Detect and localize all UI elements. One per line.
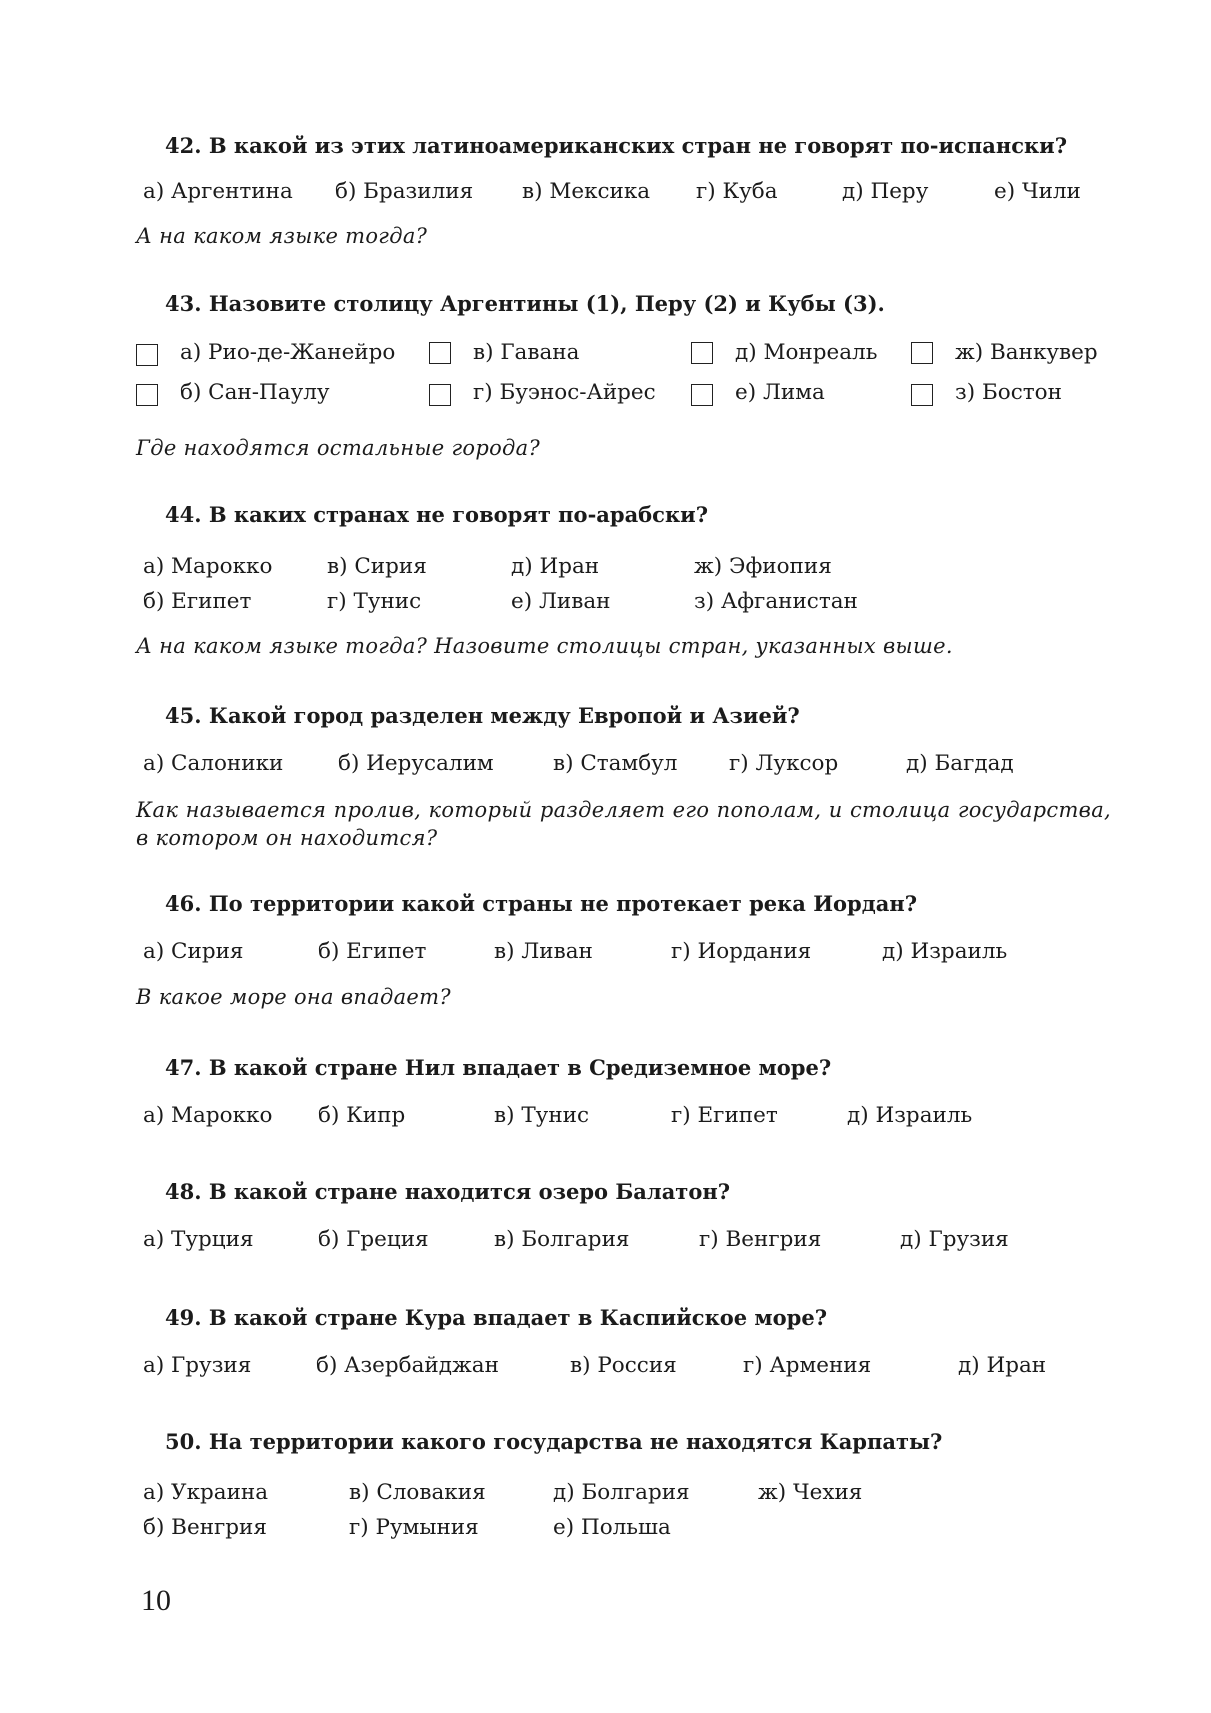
q44-option-b: б) Египет bbox=[143, 589, 252, 614]
q48-option-c: в) Болгария bbox=[494, 1227, 630, 1252]
q49-option-d: г) Армения bbox=[743, 1353, 872, 1378]
q42-option-c: в) Мексика bbox=[522, 179, 651, 204]
q42-followup-note: А на каком языке тогда? bbox=[136, 224, 428, 248]
q45-option-c: в) Стамбул bbox=[553, 751, 678, 776]
q46-option-a: а) Сирия bbox=[143, 939, 244, 964]
q44-option-e: д) Иран bbox=[511, 554, 600, 579]
question-48-title: 48. В какой стране находится озеро Балатон? bbox=[165, 1179, 731, 1204]
question-47-title: 47. В какой стране Нил впадает в Средиземное море? bbox=[165, 1055, 832, 1080]
q48-option-a: а) Турция bbox=[143, 1227, 254, 1252]
q43-option-a: а) Рио-де-Жанейро bbox=[180, 340, 396, 365]
q46-option-b: б) Египет bbox=[318, 939, 427, 964]
q50-option-d: г) Румыния bbox=[349, 1515, 479, 1540]
q49-option-a: а) Грузия bbox=[143, 1353, 252, 1378]
q50-option-c: в) Словакия bbox=[349, 1480, 486, 1505]
q42-option-a: а) Аргентина bbox=[143, 179, 293, 204]
q44-option-f: е) Ливан bbox=[511, 589, 611, 614]
q47-option-e: д) Израиль bbox=[847, 1103, 973, 1128]
page-number: 10 bbox=[141, 1584, 171, 1617]
q45-option-a: а) Салоники bbox=[143, 751, 284, 776]
q43-option-c: в) Гавана bbox=[473, 340, 580, 365]
q45-option-d: г) Луксор bbox=[729, 751, 839, 776]
q46-option-e: д) Израиль bbox=[882, 939, 1008, 964]
q45-followup-note: Как называется пролив, который разделяет его пополам, и столица государства, в котором он находится? bbox=[136, 798, 1111, 850]
q43-option-h: з) Бостон bbox=[955, 380, 1062, 405]
q42-option-e: д) Перу bbox=[842, 179, 929, 204]
q46-followup-note: В какое море она впадает? bbox=[136, 985, 451, 1009]
q43-checkbox-b[interactable] bbox=[136, 384, 158, 406]
q44-followup-note: А на каком языке тогда? Назовите столицы стран, указанных выше. bbox=[136, 634, 953, 658]
q47-option-c: в) Тунис bbox=[494, 1103, 590, 1128]
q44-option-c: в) Сирия bbox=[327, 554, 427, 579]
q49-option-c: в) Россия bbox=[570, 1353, 677, 1378]
q43-option-b: б) Сан-Паулу bbox=[180, 380, 330, 405]
q42-option-f: е) Чили bbox=[994, 179, 1081, 204]
q47-option-a: а) Марокко bbox=[143, 1103, 273, 1128]
q49-option-b: б) Азербайджан bbox=[316, 1353, 499, 1378]
q43-checkbox-e[interactable] bbox=[691, 342, 713, 364]
q43-checkbox-d[interactable] bbox=[429, 384, 451, 406]
question-45-title: 45. Какой город разделен между Европой и Азией? bbox=[165, 703, 800, 728]
q43-checkbox-f[interactable] bbox=[691, 384, 713, 406]
question-43-title: 43. Назовите столицу Аргентины (1), Перу (2) и Кубы (3). bbox=[165, 291, 885, 316]
q46-option-c: в) Ливан bbox=[494, 939, 593, 964]
question-44-title: 44. В каких странах не говорят по-арабски? bbox=[165, 502, 709, 527]
q49-option-e: д) Иран bbox=[958, 1353, 1047, 1378]
q42-option-d: г) Куба bbox=[696, 179, 778, 204]
q42-option-b: б) Бразилия bbox=[335, 179, 474, 204]
q48-option-e: д) Грузия bbox=[900, 1227, 1009, 1252]
question-49-title: 49. В какой стране Кура впадает в Каспийское море? bbox=[165, 1305, 828, 1330]
question-50-title: 50. На территории какого государства не находятся Карпаты? bbox=[165, 1429, 943, 1454]
q50-option-b: б) Венгрия bbox=[143, 1515, 267, 1540]
q44-option-g: ж) Эфиопия bbox=[694, 554, 832, 579]
q43-checkbox-h[interactable] bbox=[911, 384, 933, 406]
q50-option-e: д) Болгария bbox=[553, 1480, 690, 1505]
q47-option-b: б) Кипр bbox=[318, 1103, 406, 1128]
question-42-title: 42. В какой из этих латиноамериканских стран не говорят по-испански? bbox=[165, 133, 1068, 158]
q43-option-d: г) Буэнос-Айрес bbox=[473, 380, 656, 405]
q43-option-e: д) Монреаль bbox=[735, 340, 878, 365]
question-46-title: 46. По территории какой страны не протекает река Иордан? bbox=[165, 891, 918, 916]
q48-option-d: г) Венгрия bbox=[699, 1227, 822, 1252]
q47-option-d: г) Египет bbox=[671, 1103, 778, 1128]
q44-option-h: з) Афганистан bbox=[694, 589, 858, 614]
q43-checkbox-c[interactable] bbox=[429, 342, 451, 364]
q43-checkbox-a[interactable] bbox=[136, 344, 158, 366]
q44-option-d: г) Тунис bbox=[327, 589, 422, 614]
q50-option-f: е) Польша bbox=[553, 1515, 671, 1540]
q44-option-a: а) Марокко bbox=[143, 554, 273, 579]
q43-option-f: е) Лима bbox=[735, 380, 825, 405]
q45-option-e: д) Багдад bbox=[906, 751, 1014, 776]
q43-followup-note: Где находятся остальные города? bbox=[136, 436, 541, 460]
q48-option-b: б) Греция bbox=[318, 1227, 429, 1252]
q43-option-g: ж) Ванкувер bbox=[955, 340, 1098, 365]
q45-option-b: б) Иерусалим bbox=[338, 751, 494, 776]
q43-checkbox-g[interactable] bbox=[911, 342, 933, 364]
q46-option-d: г) Иордания bbox=[671, 939, 812, 964]
q50-option-g: ж) Чехия bbox=[758, 1480, 863, 1505]
q50-option-a: а) Украина bbox=[143, 1480, 269, 1505]
